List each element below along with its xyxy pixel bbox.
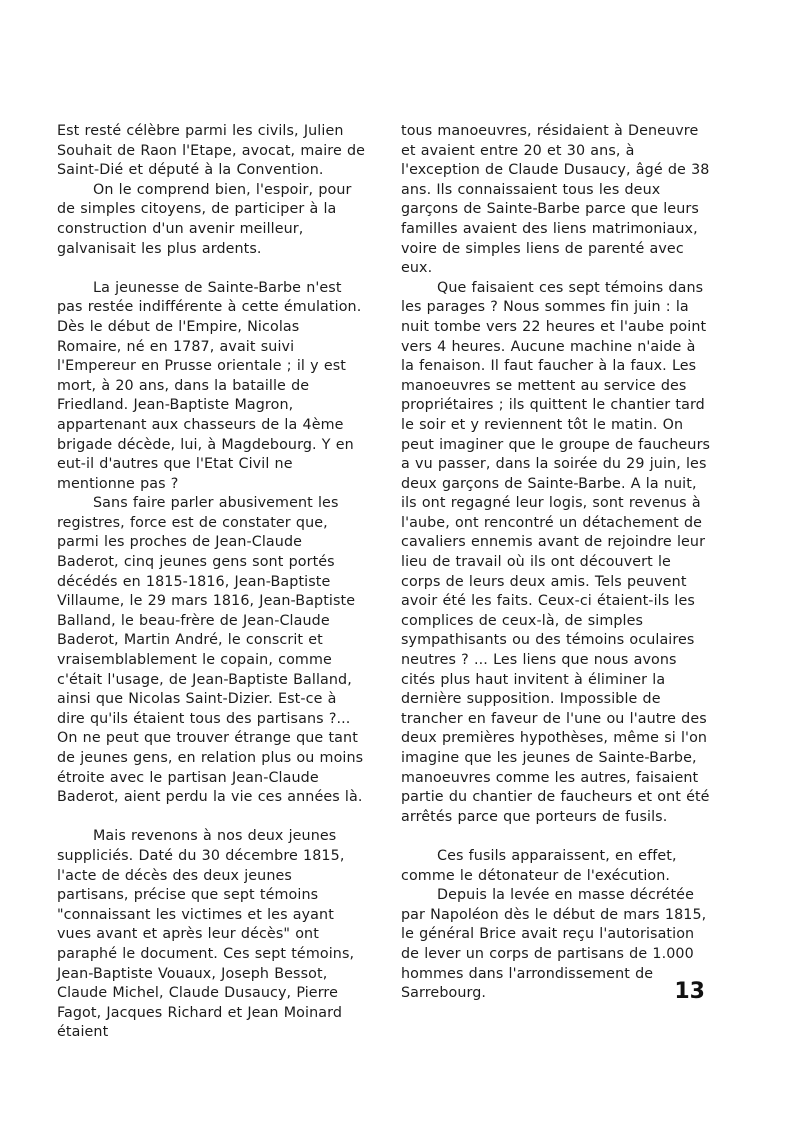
paragraph: Que faisaient ces sept témoins dans les parages ? Nous sommes fin juin : la nuit tombe vers 22 heures et l'aube point vers 4 heures. Aucune machine n'aide à la fenaison. Il faut faucher à la faux. Les manoeuvres se mettent au service des propriétaires ; ils quittent le chantier tard le soir et y reviennent tôt le matin. On peut imaginer que le groupe de faucheurs a vu passer, dans la soirée du 29 juin, les deux garçons de Sainte-Barbe. A la nuit, ils ont regagné leur logis, sont revenus à l'aube, ont rencontré un détachement de cavaliers ennemis avant de rejoindre leur lieu de travail où ils ont découvert le corps de leurs deux amis. Tels peuvent avoir été les faits. Ceux-ci étaient-ils les complices de ceux-là, de simples sympathisants ou des témoins oculaires neutres ? ... Les liens que nous avons cités plus haut invitent à éliminer la dernière supposition. Impossible de trancher en faveur de l'une ou l'autre des deux premières hypothèses, même si l'on imagine que les jeunes de Sainte-Barbe, manoeuvres comme les autres, faisaient partie du chantier de faucheurs et ont été arrêtés parce que porteurs de fusils. [401,279,711,825]
paragraph: Mais revenons à nos deux jeunes suppliciés. Daté du 30 décembre 1815, l'acte de décès des deux jeunes partisans, précise que sept témoins "connaissant les victimes et les ayant vues avant et après leur décès" ont paraphé le document. Ces sept témoins, Jean-Baptiste Vouaux, Joseph Bessot, Claude Michel, Claude Dusaucy, Pierre Fagot, Jacques Richard et Jean Moinard étaient [57,828,355,1041]
text-columns [57,122,712,1043]
paragraph: Sans faire parler abusivement les registres, force est de constater que, parmi les proches de Jean-Claude Baderot, cinq jeunes gens sont portés décédés en 1815-1816, Jean-Baptiste Villaume, le 29 mars 1816, Jean-Baptiste Balland, le beau-frère de Jean-Claude Baderot, Martin André, le conscrit et vraisemblablement le copain, comme c'était l'usage, de Jean-Baptiste Balland, ainsi que Nicolas Saint-Dizier. Est-ce à dire qu'ils étaient tous des partisans ?... On ne peut que trouver étrange que tant de jeunes gens, en relation plus ou moins étroite avec le partisan Jean-Claude Baderot, aient perdu la vie ces années là. [57,495,364,806]
paragraph: La jeunesse de Sainte-Barbe n'est pas restée indifférente à cette émulation. Dès le début de l'Empire, Nicolas Romaire, né en 1787, avait suivi l'Empereur en Prusse orientale ; il y est mort, à 20 ans, dans la bataille de Friedland. Jean-Baptiste Magron, appartenant aux chasseurs de la 4ème brigade décède, lui, à Magdebourg. Y en eut-il d'autres que l'Etat Civil ne mentionne pas ? [57,279,362,492]
page-number: 13 [674,979,705,1004]
paragraph: Est resté célèbre parmi les civils, Julien Souhait de Raon l'Etape, avocat, maire de Saint-Dié et député à la Convention. [57,123,366,179]
paragraph: On le comprend bien, l'espoir, pour de simples citoyens, de participer à la construction d'un avenir meilleur, galvanisait les plus ardents. [57,181,352,257]
paragraph: Ces fusils apparaissent, en effet, comme le détonateur de l'exécution. [401,847,677,884]
paragraph: Depuis la levée en masse décrétée par Napoléon dès le début de mars 1815, le général Brice avait reçu l'autorisation de lever un corps de partisans de 1.000 hommes dans l'arrondissement de Sarrebourg. [401,887,707,1002]
left-column [57,122,368,1043]
paragraph: tous manoeuvres, résidaient à Deneuvre et avaient entre 20 et 30 ans, à l'exception de Claude Dusaucy, âgé de 38 ans. Ils connaissaient tous les deux garçons de Sainte-Barbe parce que leurs familles avaient des liens matrimoniaux, voire de simples liens de parenté avec eux. [401,123,710,277]
right-column [401,122,712,1043]
